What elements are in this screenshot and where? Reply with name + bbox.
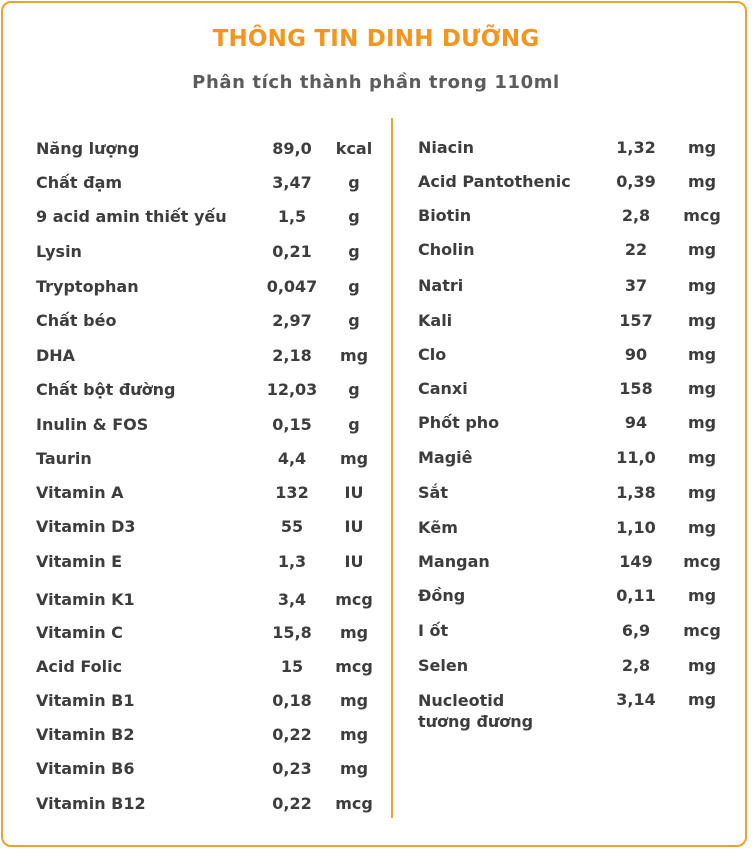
nutrient-name: Chất đạm <box>36 173 123 192</box>
nutrient-row <box>0 656 752 680</box>
nutrient-name: Kali <box>418 311 453 330</box>
nutrient-unit: IU <box>344 483 364 502</box>
nutrient-unit: mg <box>687 586 717 605</box>
nutrient-unit: mg <box>687 448 717 467</box>
nutrient-unit: mg <box>339 759 369 778</box>
nutrient-row <box>0 345 752 369</box>
nutrient-name: Acid Folic <box>36 657 123 676</box>
nutrient-name: Tryptophan <box>36 277 139 296</box>
nutrient-name: Natri <box>418 276 464 295</box>
nutrient-name: Cholin <box>418 240 475 259</box>
nutrient-name: Phốt pho <box>418 413 500 432</box>
nutrient-name: Kẽm <box>418 518 458 537</box>
nutrient-name: Biotin <box>418 206 472 225</box>
nutrient-value: 15 <box>280 657 304 676</box>
nutrient-unit: mg <box>687 172 717 191</box>
nutrient-name: Acid Pantothenic <box>418 172 571 191</box>
nutrient-value: 0,15 <box>272 415 312 434</box>
nutrient-unit: mcg <box>335 657 373 676</box>
nutrient-value: 6,9 <box>621 621 651 640</box>
nutrient-value: 2,8 <box>621 206 651 225</box>
nutrient-value: 22 <box>624 240 648 259</box>
nutrient-row <box>0 413 752 437</box>
nutrient-unit: g <box>348 242 360 261</box>
nutrient-value: 55 <box>280 517 304 536</box>
nutrient-unit: mcg <box>683 552 721 571</box>
nutrient-unit: g <box>348 277 360 296</box>
nutrient-name: Taurin <box>36 449 92 468</box>
nutrient-unit: mcg <box>683 621 721 640</box>
nutrient-value: 0,23 <box>272 759 312 778</box>
nutrient-row <box>0 379 752 403</box>
nutrient-value: 2,18 <box>272 346 312 365</box>
nutrient-name: Clo <box>418 345 447 364</box>
nutrient-value: 1,32 <box>616 138 656 157</box>
nutrient-unit: g <box>348 311 360 330</box>
nutrient-name: Vitamin K1 <box>36 590 135 609</box>
nutrient-unit: mg <box>339 691 369 710</box>
nutrient-row <box>0 518 752 542</box>
nutrient-unit: mg <box>687 240 717 259</box>
nutrient-unit: IU <box>344 517 364 536</box>
nutrient-name: Lysin <box>36 242 82 261</box>
nutrient-unit: mg <box>339 346 369 365</box>
nutrient-value: 0,39 <box>616 172 656 191</box>
nutrient-name: Magiê <box>418 448 473 467</box>
nutrient-unit: mg <box>687 138 717 157</box>
nutrient-value: 132 <box>275 483 309 502</box>
nutrient-name: Vitamin B1 <box>36 691 135 710</box>
nutrient-row <box>0 172 752 196</box>
nutrient-row <box>0 311 752 335</box>
nutrient-unit: mg <box>339 449 369 468</box>
nutrient-unit: mcg <box>335 590 373 609</box>
nutrient-value: 1,3 <box>277 552 307 571</box>
nutrient-unit: mg <box>687 345 717 364</box>
nutrient-name: Mangan <box>418 552 490 571</box>
nutrient-name: Canxi <box>418 379 468 398</box>
page-subtitle: Phân tích thành phần trong 110ml <box>192 72 560 93</box>
nutrient-name: Niacin <box>418 138 475 157</box>
nutrient-row <box>0 586 752 610</box>
nutrient-value: 158 <box>619 379 653 398</box>
nutrient-row <box>0 690 752 734</box>
nutrient-value: 0,11 <box>616 586 656 605</box>
nutrient-value: 37 <box>624 276 648 295</box>
nutrient-value: 3,4 <box>277 590 307 609</box>
nutrient-name: Vitamin A <box>36 483 124 502</box>
nutrient-name: I ốt <box>418 621 449 640</box>
nutrient-value: 2,8 <box>621 656 651 675</box>
nutrient-row <box>0 759 752 783</box>
nutrient-unit: g <box>348 380 360 399</box>
nutrient-value: 0,22 <box>272 725 312 744</box>
nutrient-row <box>0 794 752 818</box>
nutrient-name: Vitamin B6 <box>36 759 135 778</box>
nutrient-row <box>0 448 752 472</box>
nutrient-unit: mcg <box>683 206 721 225</box>
nutrient-name: Năng lượng <box>36 139 140 158</box>
nutrient-value: 90 <box>624 345 648 364</box>
nutrient-value: 157 <box>619 311 653 330</box>
nutrient-unit: mg <box>687 413 717 432</box>
nutrient-unit: mg <box>687 518 717 537</box>
page-title: THÔNG TIN DINH DƯỠNG <box>212 26 540 52</box>
nutrient-name: DHA <box>36 346 76 365</box>
nutrient-name: Vitamin B2 <box>36 725 135 744</box>
nutrient-value: 12,03 <box>266 380 318 399</box>
nutrient-name: Sắt <box>418 483 448 502</box>
nutrient-value: 3,47 <box>272 173 312 192</box>
nutrient-unit: mg <box>339 725 369 744</box>
nutrient-unit: g <box>348 173 360 192</box>
nutrient-value: 0,22 <box>272 794 312 813</box>
nutrient-name: Nucleotid tương đương <box>418 691 534 731</box>
nutrient-row <box>0 552 752 576</box>
nutrient-value: 89,0 <box>272 139 312 158</box>
nutrient-value: 0,18 <box>272 691 312 710</box>
nutrient-name: Inulin & FOS <box>36 415 149 434</box>
nutrient-unit: IU <box>344 552 364 571</box>
nutrient-row <box>0 621 752 645</box>
nutrient-unit: mg <box>339 623 369 642</box>
nutrient-unit: mcg <box>335 794 373 813</box>
nutrient-unit: mg <box>687 656 717 675</box>
nutrient-name: Vitamin E <box>36 552 123 571</box>
nutrient-unit: mg <box>687 379 717 398</box>
nutrient-value: 0,21 <box>272 242 312 261</box>
nutrient-unit: mg <box>687 690 717 709</box>
nutrient-name: Vitamin D3 <box>36 517 136 536</box>
nutrient-value: 1,38 <box>616 483 656 502</box>
nutrient-row <box>0 276 752 300</box>
nutrient-unit: mg <box>687 483 717 502</box>
nutrient-value: 149 <box>619 552 653 571</box>
nutrient-value: 2,97 <box>272 311 312 330</box>
nutrient-value: 0,047 <box>266 277 318 296</box>
nutrient-value: 15,8 <box>272 623 312 642</box>
nutrient-row <box>0 206 752 230</box>
nutrient-value: 1,10 <box>616 518 656 537</box>
nutrient-name: 9 acid amin thiết yếu <box>36 207 227 226</box>
nutrient-value: 11,0 <box>616 448 656 467</box>
nutrient-row <box>0 138 752 162</box>
nutrient-name: Chất bột đường <box>36 380 176 399</box>
nutrient-value: 3,14 <box>616 690 656 709</box>
nutrient-unit: g <box>348 207 360 226</box>
nutrient-unit: mg <box>687 311 717 330</box>
nutrient-value: 1,5 <box>277 207 307 226</box>
nutrient-value: 94 <box>624 413 648 432</box>
nutrient-unit: g <box>348 415 360 434</box>
nutrient-value: 4,4 <box>277 449 307 468</box>
nutrient-name: Chất béo <box>36 311 117 330</box>
nutrient-row <box>0 240 752 264</box>
nutrient-name: Đồng <box>418 586 466 605</box>
nutrient-unit: kcal <box>335 139 373 158</box>
nutrient-name: Vitamin C <box>36 623 123 642</box>
nutrient-name: Vitamin B12 <box>36 794 146 813</box>
nutrient-row <box>0 483 752 507</box>
nutrient-name: Selen <box>418 656 469 675</box>
nutrient-unit: mg <box>687 276 717 295</box>
